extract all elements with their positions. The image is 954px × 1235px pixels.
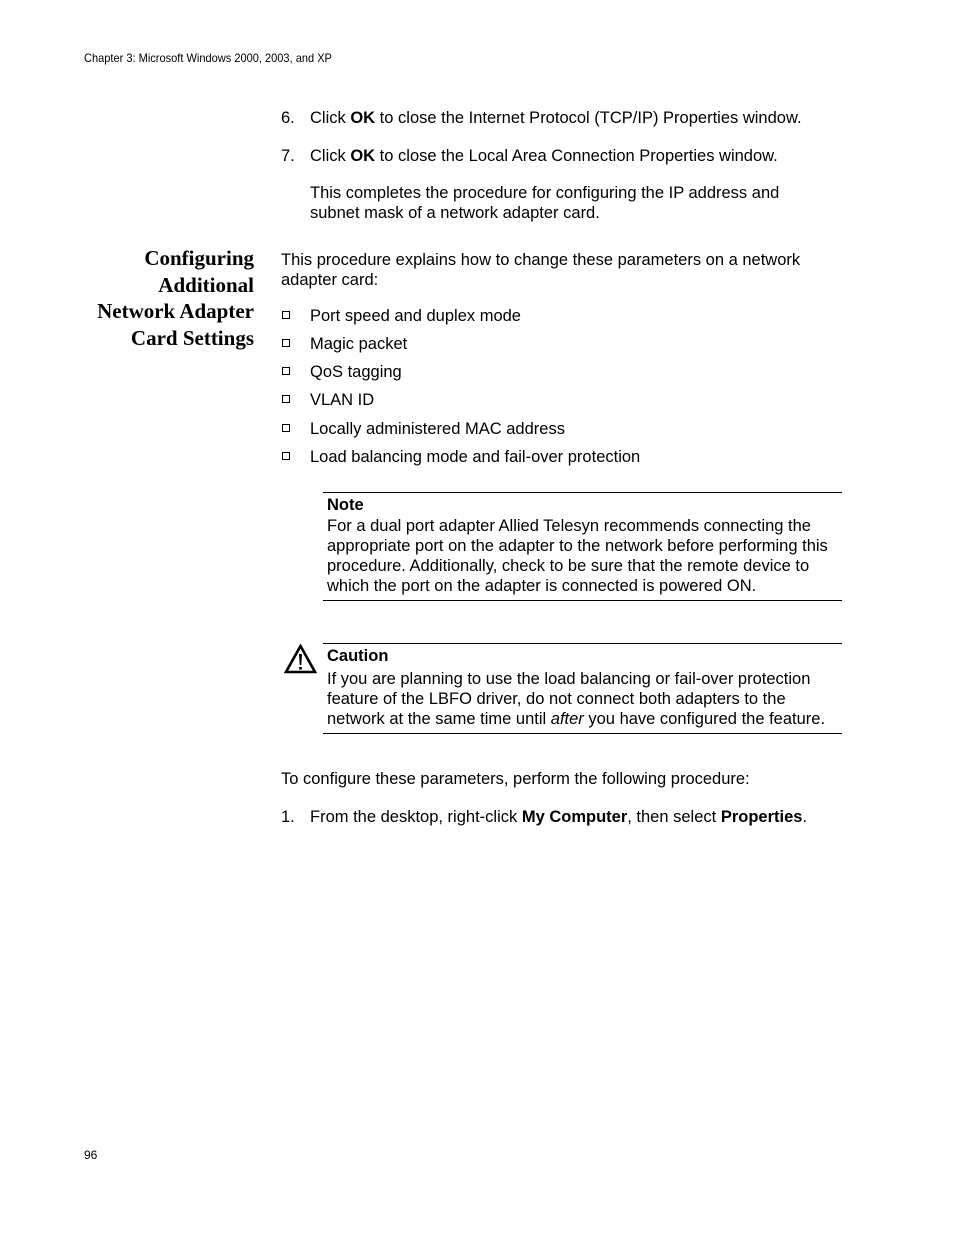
list-item: Locally administered MAC address <box>281 419 841 441</box>
step-text: Click OK to close the Internet Protocol (TCP/IP) Properties window. <box>310 109 802 127</box>
section-heading: Configuring Additional Network Adapter Card Settings <box>97 246 254 350</box>
checkbox-bullet-icon <box>282 311 290 319</box>
caution-text: If you are planning to use the load balancing or fail-over protection feature of the LBFO driver, do not connect both adapters to the network at the same time until after you have configured the feature. <box>327 670 826 728</box>
step-number: 6. <box>281 109 295 127</box>
emphasis-after: after <box>550 710 584 728</box>
list-item: Load balancing mode and fail-over protection <box>281 447 841 469</box>
step-number: 7. <box>281 147 295 165</box>
completion-paragraph: This completes the procedure for configuring the IP address and subnet mask of a network adapter card. <box>310 184 780 222</box>
caution-top-rule <box>323 643 842 644</box>
caution-bottom-rule <box>323 733 842 734</box>
running-head: Chapter 3: Microsoft Windows 2000, 2003, and XP <box>84 51 332 65</box>
note-title: Note <box>327 496 364 514</box>
procedure-intro: To configure these parameters, perform the following procedure: <box>281 770 750 788</box>
checkbox-bullet-icon <box>282 367 290 375</box>
note-top-rule <box>323 492 842 493</box>
ok-label: OK <box>350 109 376 127</box>
list-item: Port speed and duplex mode <box>281 306 841 328</box>
properties-label: Properties <box>720 808 803 826</box>
note-bottom-rule <box>323 600 842 601</box>
checkbox-bullet-icon <box>282 452 290 460</box>
list-item: QoS tagging <box>281 362 841 384</box>
note-text: For a dual port adapter Allied Telesyn recommends connecting the appropriate port on the adapter to the network before performing this procedure. Additionally, check to be sure that the remote device to which the port on the adapter is connected is powered ON. <box>327 517 828 595</box>
caution-title: Caution <box>327 647 389 665</box>
list-item: Magic packet <box>281 334 841 356</box>
my-computer-label: My Computer <box>521 808 628 826</box>
step-text: Click OK to close the Local Area Connection Properties window. <box>310 147 778 165</box>
checkbox-bullet-icon <box>282 424 290 432</box>
checkbox-bullet-icon <box>282 339 290 347</box>
step-text: From the desktop, right-click My Computer, then select Properties. <box>310 808 808 826</box>
checkbox-bullet-icon <box>282 395 290 403</box>
page-number: 96 <box>84 1148 98 1162</box>
section-intro: This procedure explains how to change these parameters on a network adapter card: <box>281 251 801 289</box>
warning-triangle-icon <box>284 644 317 674</box>
ok-label: OK <box>350 147 376 165</box>
step-number: 1. <box>281 808 295 826</box>
list-item: VLAN ID <box>281 390 841 412</box>
